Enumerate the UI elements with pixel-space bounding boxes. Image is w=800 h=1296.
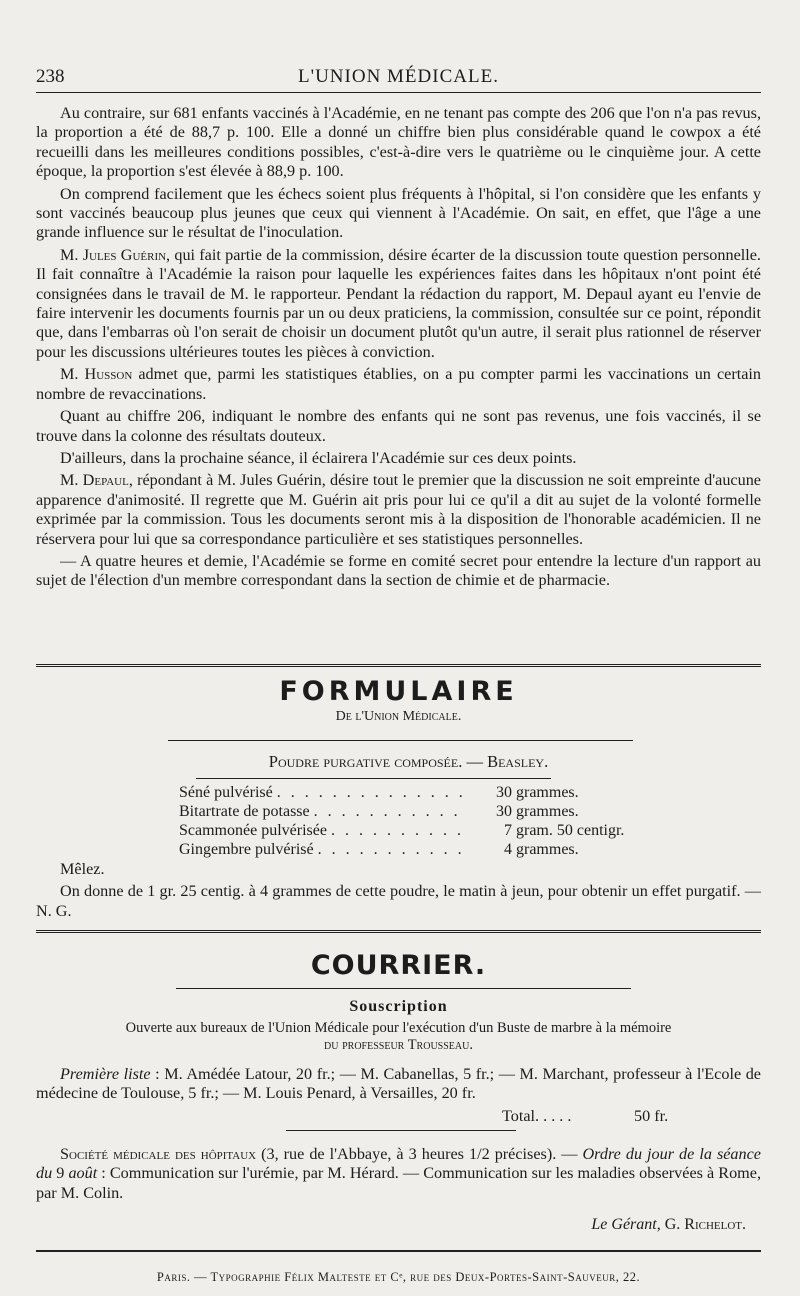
courrier-section [36,950,761,981]
speaker-text: , qui fait partie de la commission, désire écarter de la discussion toute question personnelle. Il fait connaître à l'Académie la raison pour laquelle les expériences faites dans les hôpitaux n'ont point été consignées dans le travail de M. le rapporteur. Pendant la rédaction du rapport, M. Depaul ayant eu l'envie de faire intervenir les documents fournis par un ou deux praticiens, la commission, consultée sur ce point, répondit que, dans l'embarras où l'on serait de choisir un document plutôt qu'un autre, il serait plus rationnel de réserver pour les discussions ultérieures toutes les pièces à conviction. [36,245,761,361]
paragraph: On comprend facilement que les échecs soient plus fréquents à l'hôpital, si l'on considère que les enfants y sont vaccinés beaucoup plus jeunes que ceux qui viennent à l'Académie. On sait, en effet, que l'âge a une grande influence sur le résultat de l'inoculation. [36,184,761,242]
ingredient-row: Séné pulvérisé . . . . . . . . . . . . . . 30 grammes. [179,784,579,801]
total-value: 50 fr. [634,1106,669,1125]
formulaire-title: FORMULAIRE [279,676,518,707]
societe-name: Société médicale des hôpitaux [60,1145,257,1163]
article-body [36,104,761,594]
page-number: 238 [36,66,65,87]
ingredient-row: Bitartrate de potasse . . . . . . . . . . . 30 grammes. [179,803,579,820]
section-divider [36,664,761,667]
list-rule [286,1130,516,1131]
paragraph-depaul [36,471,761,549]
recipe-rule-top [168,740,633,741]
list-text: : M. Amédée Latour, 20 fr.; — M. Cabanellas, 5 fr.; — M. Marchant, professeur à l'Ecole de médecine de Toulouse, 5 fr.; — M. Louis Penard, à Versailles, 20 fr. [36,1065,761,1103]
speaker-text: , répondant à M. Jules Guérin, désire tout le premier que la discussion ne soit empreinte d'aucune apparence d'animosité. Il regrette que M. Guérin ait pris pour lui ce qu'il a dit au sujet de la volonté formelle exprimée par la commission. Tous les documents seront mis à la disposition de l'honorable académicien. Il ne réservera pour lui que sa correspondance particulière et ses statistiques personnelles. [36,471,761,548]
paragraph-guerin [36,246,761,362]
ingredient-list [36,784,761,860]
courrier-title: COURRIER. [310,950,487,981]
speaker-text: admet que, parmi les statistiques établies, on a pu compter parmi les vaccinations un certain nombre de revaccinations. [36,365,761,403]
header-rule [36,92,761,93]
formulaire-section [36,676,761,725]
paragraph-husson [36,365,761,404]
premiere-liste [36,1065,761,1127]
speaker-name: M. Jules Guérin [60,245,167,264]
section-divider [36,930,761,933]
recipe-instructions [36,860,761,924]
ingredient-row: Scammonée pulvérisée . . . . . . . . . . 7 gram. 50 centigr. [179,822,625,839]
paragraph-closing: — A quatre heures et demie, l'Académie se forme en comité secret pour entendre la lecture d'un rapport au sujet de l'élection d'un membre correspondant dans la section de chimie et de pharmacie. [36,551,761,590]
societe-notice: Société médicale des hôpitaux (3, rue de l'Abbaye, à 3 heures 1/2 précises). — Ordre du jour de la séance du 9 août : Communication sur l'urémie, par M. Hérard. — Communication sur les maladies observées à Rome, par M. Colin. [36,1145,761,1202]
running-title: L'UNION MÉDICALE. [298,66,499,87]
souscription-line2: du professeur Trousseau. [324,1037,473,1053]
signature-label: Le Gérant, [591,1216,661,1233]
signature-name: G. Richelot. [664,1216,746,1233]
dosage: On donne de 1 gr. 25 centig. à 4 grammes de cette poudre, le matin à jeun, pour obtenir un effet purgatif. — N. G. [36,882,761,920]
courrier-rule [176,988,631,989]
souscription [36,998,761,1054]
speaker-name: M. Depaul [60,471,129,490]
paragraph: D'ailleurs, dans la prochaine séance, il éclairera l'Académie sur ces deux points. [60,448,577,467]
list-label: Première liste [60,1065,151,1083]
souscription-line1: Ouverte aux bureaux de l'Union Médicale pour l'exécution d'un Buste de marbre à la mémoire [125,1020,672,1036]
page-header [36,62,761,92]
souscription-title: Souscription [349,998,448,1015]
paragraph: Au contraire, sur 681 enfants vaccinés à l'Académie, en ne tenant pas compte des 206 que l'on n'a pas revus, la proportion a été de 88,7 p. 100. Elle a donné un chiffre bien plus considérable quand le cowpox a été recueilli dans les meilleures conditions possibles, c'est-à-dire vers le quatrième ou le cinquième jour. A cette époque, la proportion s'est élevée à 88,9 p. 100. [36,104,761,181]
signature [591,1216,746,1234]
ingredient-row: Gingembre pulvérisé . . . . . . . . . . . 4 grammes. [179,841,579,858]
recipe-rule [196,778,551,779]
printer-imprint: Paris. — Typographie Félix Malteste et Cᵉ, rue des Deux-Portes-Saint-Sauveur, 22. [156,1270,641,1284]
recipe-title: Poudre purgative composée. — Beasley. [268,752,549,771]
melez: Mêlez. [60,860,105,878]
speaker-name: M. Husson [60,365,133,384]
total-label: Total. . . . . [502,1106,572,1125]
footer-rule [36,1250,761,1252]
formulaire-subtitle: De l'Union Médicale. [335,709,462,724]
total-row [36,1107,761,1127]
recipe [36,752,761,772]
paragraph: Quant au chiffre 206, indiquant le nombre des enfants qui ne sont pas revenus, une fois vaccinés, il se trouve dans la colonne des résultats douteux. [36,407,761,445]
